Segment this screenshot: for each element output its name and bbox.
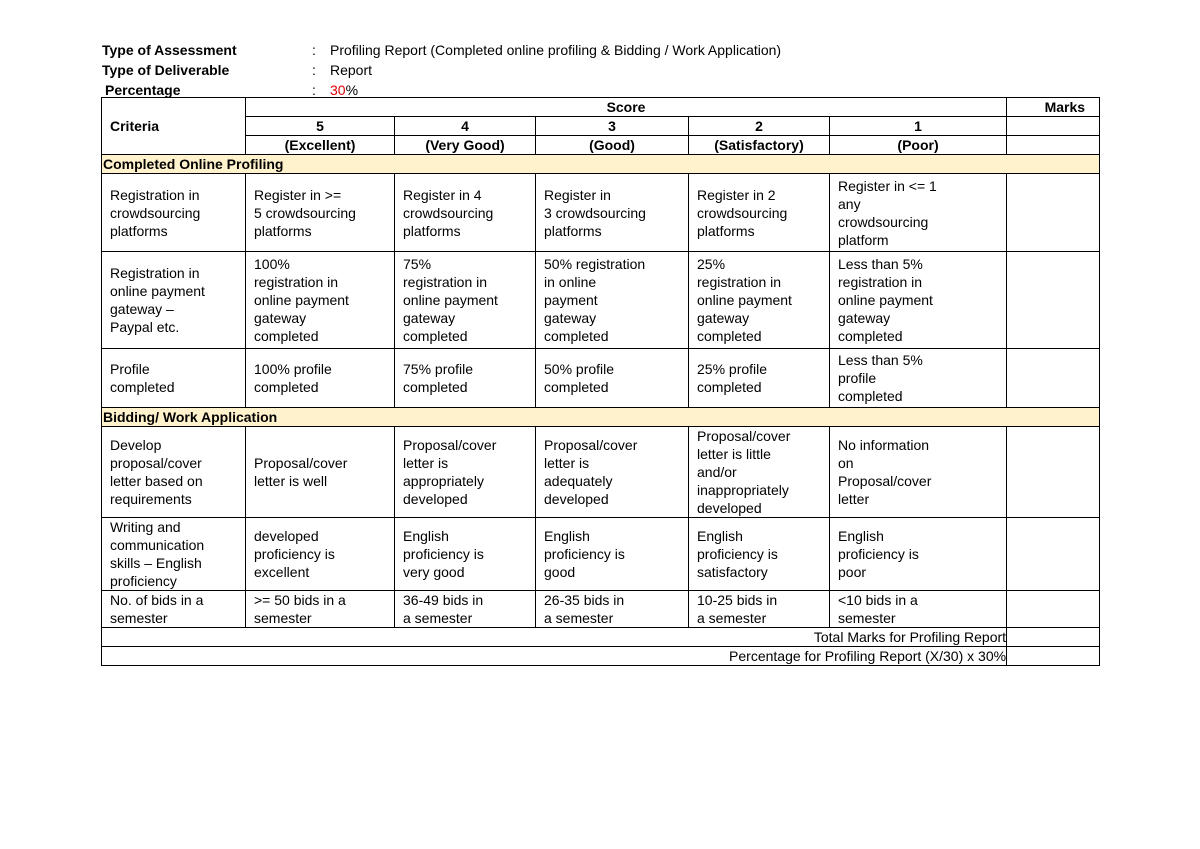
score-description-cell (246, 349, 395, 408)
score-description-cell (830, 427, 1007, 518)
marks-header: Marks (1007, 98, 1100, 117)
score-description-cell-text: Register in 4 crowdsourcing platforms (403, 186, 494, 239)
criteria-row (102, 174, 1100, 252)
score-description-cell-text: Proposal/cover letter is well (254, 455, 348, 489)
marks-cell (1007, 174, 1100, 252)
criteria-cell-text: No. of bids in a semester (110, 592, 204, 626)
score-description-cell (246, 518, 395, 591)
criteria-row (102, 591, 1100, 628)
criteria-cell (102, 252, 246, 349)
score-description-cell (536, 591, 689, 628)
criteria-cell-text: Registration in online payment gateway – Paypal etc. (110, 265, 205, 335)
score-description-cell-text: Proposal/cover letter is adequately developed (544, 437, 638, 507)
score-description-cell-text: Proposal/cover letter is appropriately developed (403, 437, 497, 507)
total-marks-label: Total Marks for Profiling Report (102, 628, 1007, 647)
score-description-cell-text: 36-49 bids in a semester (403, 592, 484, 626)
score-description-cell-text: Register in 2 crowdsourcing platforms (697, 186, 788, 239)
score-description-cell-text: 100% profile completed (254, 361, 332, 395)
score-description-cell-text: 50% profile completed (544, 361, 615, 395)
criteria-cell (102, 518, 246, 591)
score-description-cell-text: Less than 5% profile completed (838, 352, 923, 404)
marks-cell (1007, 628, 1100, 647)
score-description-cell (689, 252, 830, 349)
score-description-cell-text: Register in >= 5 crowdsourcing platforms (254, 186, 356, 239)
section-title: Completed Online Profiling (102, 155, 1100, 174)
marks-cell (1007, 647, 1100, 666)
level-score: 2 (689, 117, 830, 136)
score-description-cell-text: English proficiency is good (544, 528, 625, 580)
marks-blank (1007, 136, 1100, 155)
score-description-cell (246, 252, 395, 349)
deliverable-type-value: Report (330, 62, 373, 78)
header-row-score (102, 98, 1100, 117)
criteria-cell-text: Develop proposal/cover letter based on requirements (110, 437, 203, 507)
percentage-label: Percentage (105, 82, 181, 98)
score-description-cell-text: 75% registration in online payment gateway completed (403, 256, 498, 344)
criteria-cell (102, 174, 246, 252)
score-description-cell-text: English proficiency is satisfactory (697, 528, 778, 580)
criteria-cell (102, 427, 246, 518)
criteria-cell (102, 591, 246, 628)
criteria-cell (102, 349, 246, 408)
marks-cell (1007, 591, 1100, 628)
score-description-cell (689, 349, 830, 408)
level-score: 3 (536, 117, 689, 136)
section-header-row (102, 155, 1100, 174)
score-description-cell (536, 174, 689, 252)
score-header: Score (246, 98, 1007, 117)
percentage-number: 30 (330, 82, 346, 98)
level-score: 1 (830, 117, 1007, 136)
criteria-row (102, 427, 1100, 518)
score-description-cell (830, 349, 1007, 408)
assessment-type-label: Type of Assessment (102, 42, 237, 58)
score-description-cell-text: 75% profile completed (403, 361, 474, 395)
score-description-cell-text: Less than 5% registration in online payment gateway completed (838, 256, 933, 344)
assessment-type-value: Profiling Report (Completed online profiling & Bidding / Work Application) (330, 42, 782, 58)
score-description-cell-text: English proficiency is poor (838, 528, 919, 580)
criteria-cell-text: Profile completed (110, 361, 175, 395)
level-name: (Very Good) (395, 136, 536, 155)
score-description-cell (689, 591, 830, 628)
score-description-cell (395, 591, 536, 628)
criteria-row (102, 349, 1100, 408)
score-description-cell-text: No information on Proposal/cover letter (838, 437, 932, 507)
score-description-cell-text: developed proficiency is excellent (254, 528, 335, 580)
rubric-table (101, 97, 1100, 666)
marks-cell (1007, 427, 1100, 518)
score-description-cell (395, 427, 536, 518)
score-description-cell (830, 518, 1007, 591)
colon: : (312, 62, 316, 78)
score-description-cell (395, 518, 536, 591)
level-name: (Excellent) (246, 136, 395, 155)
section-title: Bidding/ Work Application (102, 408, 1100, 427)
level-name: (Satisfactory) (689, 136, 830, 155)
score-description-cell (395, 174, 536, 252)
score-description-cell (689, 518, 830, 591)
criteria-row (102, 252, 1100, 349)
level-name: (Good) (536, 136, 689, 155)
header-row-levels (102, 117, 1100, 136)
score-description-cell (246, 591, 395, 628)
level-score: 4 (395, 117, 536, 136)
score-description-cell-text: <10 bids in a semester (838, 592, 918, 626)
score-description-cell (536, 518, 689, 591)
percentage-formula-label: Percentage for Profiling Report (X/30) x 30% (102, 647, 1007, 666)
score-description-cell (536, 427, 689, 518)
score-description-cell (395, 252, 536, 349)
total-marks-row (102, 628, 1100, 647)
level-score: 5 (246, 117, 395, 136)
score-description-cell (246, 174, 395, 252)
colon: : (312, 42, 316, 58)
score-description-cell (536, 349, 689, 408)
score-description-cell-text: 25% registration in online payment gateway completed (697, 256, 792, 344)
score-description-cell-text: 100% registration in online payment gateway completed (254, 256, 349, 344)
score-description-cell-text: Proposal/cover letter is little and/or inappropriately developed (697, 428, 791, 516)
criteria-row (102, 518, 1100, 591)
score-description-cell-text: 25% profile completed (697, 361, 768, 395)
score-description-cell (395, 349, 536, 408)
score-description-cell-text: English proficiency is very good (403, 528, 484, 580)
marks-cell (1007, 518, 1100, 591)
score-description-cell (830, 252, 1007, 349)
header-row-level-names (102, 136, 1100, 155)
score-description-cell (246, 427, 395, 518)
score-description-cell-text: 26-35 bids in a semester (544, 592, 625, 626)
section-header-row (102, 408, 1100, 427)
score-description-cell (830, 174, 1007, 252)
criteria-cell-text: Writing and communication skills – English proficiency (110, 519, 205, 589)
marks-cell (1007, 349, 1100, 408)
rubric-body (102, 98, 1100, 666)
criteria-header: Criteria (102, 98, 246, 155)
colon: : (312, 82, 316, 98)
score-description-cell (689, 427, 830, 518)
score-description-cell-text: Register in 3 crowdsourcing platforms (544, 186, 646, 239)
deliverable-type-label: Type of Deliverable (102, 62, 230, 78)
level-name: (Poor) (830, 136, 1007, 155)
score-description-cell (536, 252, 689, 349)
criteria-cell-text: Registration in crowdsourcing platforms (110, 186, 201, 239)
percentage-formula-row (102, 647, 1100, 666)
score-description-cell (830, 591, 1007, 628)
score-description-cell-text: 10-25 bids in a semester (697, 592, 778, 626)
score-description-cell-text: >= 50 bids in a semester (254, 592, 346, 626)
marks-blank (1007, 117, 1100, 136)
marks-cell (1007, 252, 1100, 349)
score-description-cell-text: 50% registration in online payment gateway completed (544, 256, 646, 344)
percentage-suffix: % (345, 82, 359, 98)
score-description-cell (689, 174, 830, 252)
score-description-cell-text: Register in <= 1 any crowdsourcing platform (838, 177, 937, 248)
